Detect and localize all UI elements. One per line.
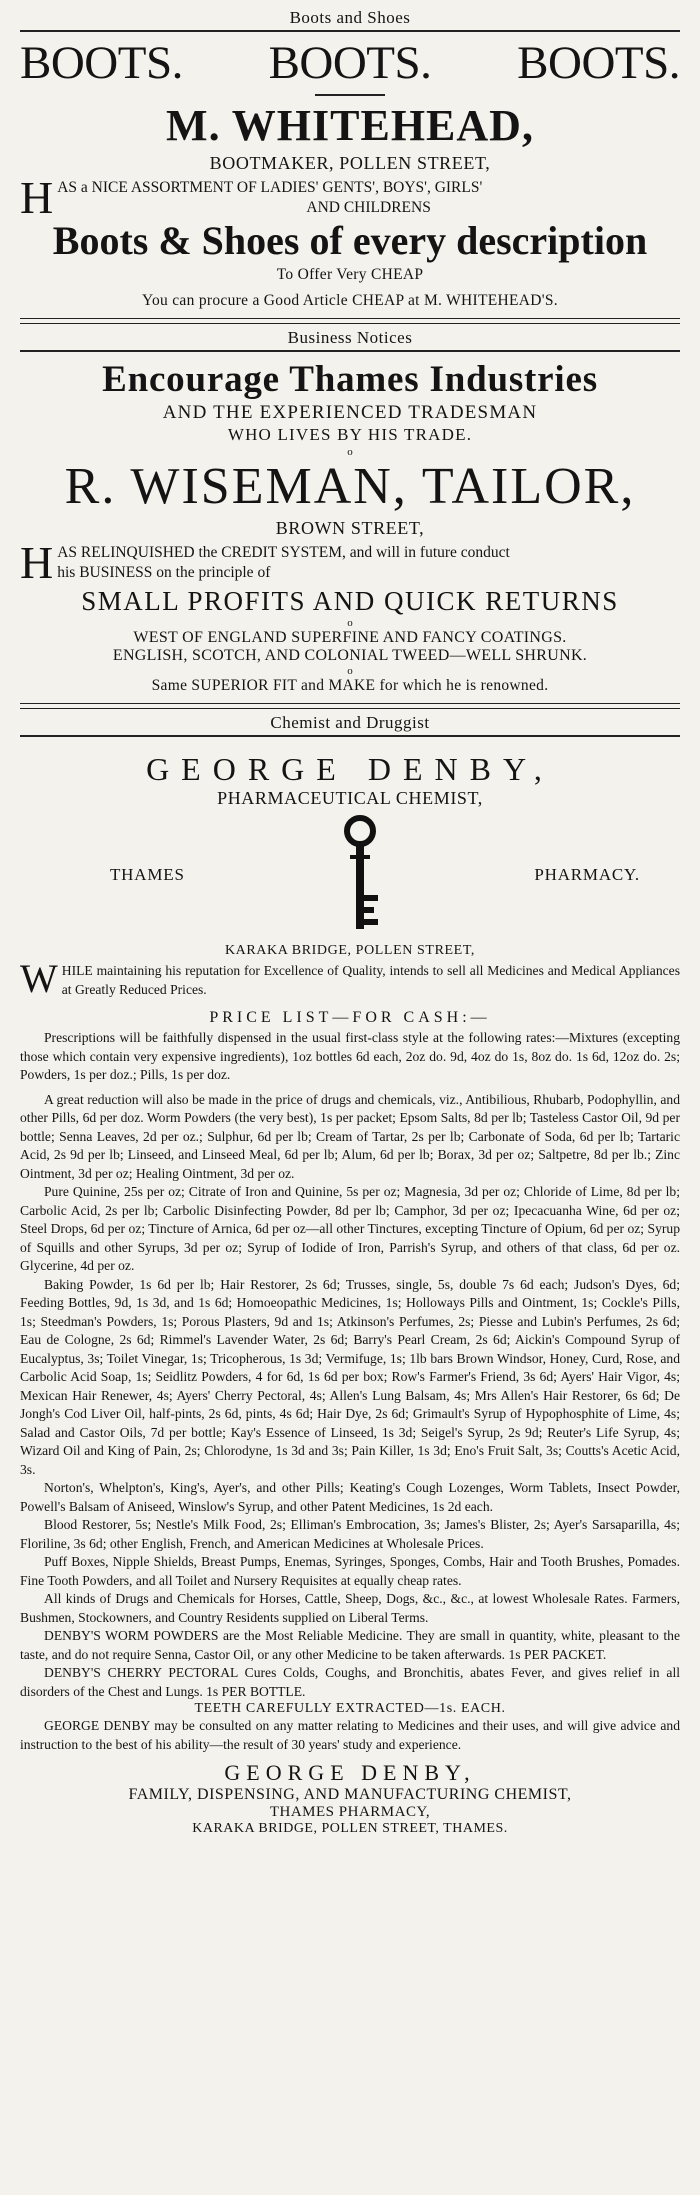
section-header-chemist: Chemist and Druggist bbox=[270, 713, 430, 732]
price-list-title: PRICE LIST—FOR CASH:— bbox=[209, 1009, 491, 1026]
key-row bbox=[20, 815, 680, 935]
newspaper-page bbox=[20, 0, 680, 1837]
business-headline: Encourage Thames Industries bbox=[102, 359, 598, 400]
price-list-body bbox=[20, 1029, 680, 1701]
divider bbox=[20, 350, 680, 352]
chemist-title: PHARMACEUTICAL CHEMIST, bbox=[217, 788, 483, 808]
boots-procure: You can procure a Good Article CHEAP at M. WHITEHEAD'S. bbox=[142, 292, 558, 309]
consult-text bbox=[20, 1717, 680, 1754]
footer-pharmacy: THAMES PHARMACY, bbox=[269, 1804, 431, 1820]
price-paragraph: Puff Boxes, Nipple Shields, Breast Pumps, Enemas, Syringes, Sponges, Combs, Hair and Tooth Brushes, Pomades. Fine Tooth Powders, and all Toilet and Nursery Requisites at equally cheap rates. bbox=[20, 1554, 680, 1588]
ornament: o bbox=[347, 665, 353, 677]
footer-title: FAMILY, DISPENSING, AND MANUFACTURING CHEMIST, bbox=[128, 1786, 572, 1803]
boots-offer: To Offer Very CHEAP bbox=[276, 266, 424, 283]
price-paragraph: DENBY'S WORM POWDERS are the Most Reliable Medicine. They are small in quantity, white, pleasant to the taste, and do not require Senna, Castor Oil, or any other Medicine to be taken afterwards. 1s PER PACKET. bbox=[20, 1628, 680, 1662]
price-paragraph: Baking Powder, 1s 6d per lb; Hair Restorer, 2s 6d; Trusses, single, 5s, double 7s 6d each; Judson's Dyes, 6d; Feeding Bottles, 9d, 1s 3d, and 1s 6d; Homoeopathic Medicines, 1s; Holloways Pills and Ointment, 1s; Cockle's Pills, 1s; Steedman's Powders, 1s; Porous Plasters, 9d and 1s; Atkinson's Perfumes, 2s; Piesse and Lubin's Perfumes, 2s 6d; Eau de Cologne, 2s 6d; Rimmel's Lavender Water, 2s 6d; Barry's Pearl Cream, 2s 6d; Aickin's Compound Syrup of Eucalyptus, 3s; Toilet Vinegar, 1s; Tricopherous, 1s 3d; Vermifuge, 1s; 1lb bars Brown Windsor, Honey, Curd, Rose, and Carbolic Acid Soap, 1s; Seidlitz Powders, 4 for 6d, 1s 6d per box; Row's Farmer's Friend, 3s 6d; Ayers' Hair Vigor, 4s; Mexican Hair Renewer, 4s; Ayers' Cherry Pectoral, 4s; Allen's Lung Balsam, 4s; Mrs Allen's Hair Restorer, 6s 6d; De Jongh's Cod Liver Oil, half-pints, 2s 6d, pints, 4s 6d; Hair Dye, 2s 6d; Grimault's Syrup of Hypophosphite of Lime, 4s; Salad and Castor Oils, 7d per bottle; Kay's Essence of Linseed, 1s 3d; Seigel's Syrup, 2s 9d; Reuter's Life Syrup, 4s; Wizard Oil and King of Pain, 2s; Chlorodyne, 1s 3d and 3s; Pain Killer, 1s 3d; Eno's Fruit Salt, 3s; Coutts's Acetic Acid, 3s. bbox=[20, 1276, 680, 1477]
ornament: o bbox=[347, 446, 353, 458]
tailor-body bbox=[20, 537, 680, 588]
pharmacy-label: PHARMACY. bbox=[534, 865, 640, 884]
tailor-coatings: WEST OF ENGLAND SUPERFINE AND FANCY COATINGS. bbox=[133, 629, 567, 646]
consult-paragraph: GEORGE DENBY may be consulted on any matter relating to Medicines and their uses, and will give advice and instruction to the best of his ability—the result of 30 years' study and experience. bbox=[20, 1718, 680, 1752]
boots-word: BOOTS. bbox=[20, 37, 183, 89]
tailor-line: his BUSINESS on the principle of bbox=[57, 564, 271, 581]
section-header-boots: Boots and Shoes bbox=[289, 8, 411, 27]
section-header-business: Business Notices bbox=[287, 328, 413, 347]
chemist-address: KARAKA BRIDGE, POLLEN STREET, bbox=[224, 943, 476, 958]
price-paragraph: All kinds of Drugs and Chemicals for Horses, Cattle, Sheep, Dogs, &c., &c., at lowest Wholesale Rates. Farmers, Bushmen, Stockowners, and Country Residents supplied on Liberal Terms. bbox=[20, 1591, 680, 1625]
tailor-tweed: ENGLISH, SCOTCH, AND COLONIAL TWEED—WELL SHRUNK. bbox=[112, 647, 588, 664]
boots-body bbox=[20, 172, 680, 223]
price-paragraph: A great reduction will also be made in the price of drugs and chemicals, viz., Antibilious, Rhubarb, Podophyllin, and other Pills, 6d per doz. Worm Powders (the very best), 1s per packet; Epsom Salts, 8d per lb; Tasteless Castor Oil, 9d per bottle; Senna Leaves, 2d per oz.; Sulphur, 6d per lb; Cream of Tartar, 2s per lb; Carbonate of Soda, 6d per lb; Tartaric Acid, 2s 9d per lb; Linseed, and Linseed Meal, 6d per lb; Alum, 6d per lb; Borax, 3d per oz; Saltpetre, 8d per lb.; Zinc Ointment, 3d per oz; Healing Ointment, 3d per oz. bbox=[20, 1091, 680, 1181]
ornament: o bbox=[347, 617, 353, 629]
chemist-intro-text: HILE maintaining his reputation for Excellence of Quality, intends to sell all Medicines and Medical Appliances at Greatly Reduced Prices. bbox=[61, 963, 680, 997]
divider bbox=[20, 30, 680, 32]
price-paragraph: Prescriptions will be faithfully dispensed in the usual first-class style at the following rates:—Mixtures (excepting those which contain very expensive ingredients), 1oz bottles 6d each, 2oz do. 9d, 4oz do 1s, 8oz do. 1s 6d, 12oz do. 2s; Powders, 1s per doz.; Pills, 1s per doz. bbox=[20, 1030, 680, 1082]
boots-line: AND CHILDRENS bbox=[306, 199, 431, 216]
boots-word: BOOTS. bbox=[517, 37, 680, 89]
double-divider bbox=[20, 318, 680, 324]
short-rule bbox=[315, 94, 385, 96]
boots-headline: Boots & Shoes of every description bbox=[52, 218, 648, 263]
key-icon bbox=[337, 815, 383, 935]
tailor-fit: Same SUPERIOR FIT and MAKE for which he is renowned. bbox=[151, 677, 549, 694]
boots-banner bbox=[20, 36, 680, 90]
business-sub: AND THE EXPERIENCED TRADESMAN bbox=[162, 402, 538, 423]
tailor-name: R. WISEMAN, TAILOR, bbox=[64, 458, 636, 515]
price-paragraph: DENBY'S CHERRY PECTORAL Cures Colds, Coughs, and Bronchitis, abates Fever, and gives relief in all disorders of the Chest and Lungs. 1s PER BOTTLE. bbox=[20, 1665, 680, 1699]
boots-line: AS a NICE ASSORTMENT OF LADIES' GENTS', BOYS', GIRLS' bbox=[57, 179, 483, 196]
advertiser-trade: BOOTMAKER, POLLEN STREET, bbox=[209, 153, 491, 173]
thames-label: THAMES bbox=[110, 865, 185, 884]
price-paragraph: Blood Restorer, 5s; Nestle's Milk Food, 2s; Elliman's Embrocation, 3s; James's Blister, 2s; Ayer's Sarsaparilla, 4s; Floriline, 3s 6d; other English, French, and American Medicines at Wholesale Prices. bbox=[20, 1517, 680, 1551]
price-paragraph: Pure Quinine, 25s per oz; Citrate of Iron and Quinine, 5s per oz; Magnesia, 3d per oz; Chloride of Lime, 8d per lb; Carbolic Acid, 2s per lb; Carbolic Disinfecting Powder, 8d per lb; Camphor, 3d per oz; Ipecacuanha Wine, 6d per oz; Steel Drops, 6d per oz; Tincture of Arnica, 6d per oz—all other Tinctures, excepting Tincture of Opium, 6d per oz; Syrup of Squills and other Syrups, 3d per oz; Syrup of Iodide of Iron, Parrish's Syrup, and others of that class, 6d per oz. Glycerine, 4d per oz. bbox=[20, 1184, 680, 1273]
chemist-name: GEORGE DENBY, bbox=[146, 751, 554, 787]
price-paragraph: Norton's, Whelpton's, King's, Ayer's, and other Pills; Keating's Cough Lozenges, Worm Tablets, Insect Powder, Powell's Balsam of Aniseed, Winslow's Syrup, and other Patent Medicines, 1s 2d each. bbox=[20, 1480, 680, 1514]
boots-word: BOOTS. bbox=[268, 37, 432, 89]
footer-name: GEORGE DENBY, bbox=[224, 1760, 476, 1785]
tailor-street: BROWN STREET, bbox=[275, 518, 425, 538]
chemist-intro bbox=[20, 956, 680, 1001]
teeth-notice: TEETH CAREFULLY EXTRACTED—1s. EACH. bbox=[194, 1701, 506, 1716]
divider bbox=[20, 735, 680, 737]
footer-address: KARAKA BRIDGE, POLLEN STREET, THAMES. bbox=[192, 1821, 508, 1836]
drop-cap: H bbox=[20, 537, 54, 588]
business-sub: WHO LIVES BY HIS TRADE. bbox=[227, 425, 473, 444]
advertiser-name: M. WHITEHEAD, bbox=[166, 101, 534, 150]
drop-cap: H bbox=[20, 172, 54, 223]
double-divider bbox=[20, 703, 680, 709]
tailor-motto: SMALL PROFITS AND QUICK RETURNS bbox=[81, 586, 619, 616]
drop-cap: W bbox=[20, 956, 58, 1001]
tailor-line: AS RELINQUISHED the CREDIT SYSTEM, and will in future conduct bbox=[57, 544, 510, 561]
